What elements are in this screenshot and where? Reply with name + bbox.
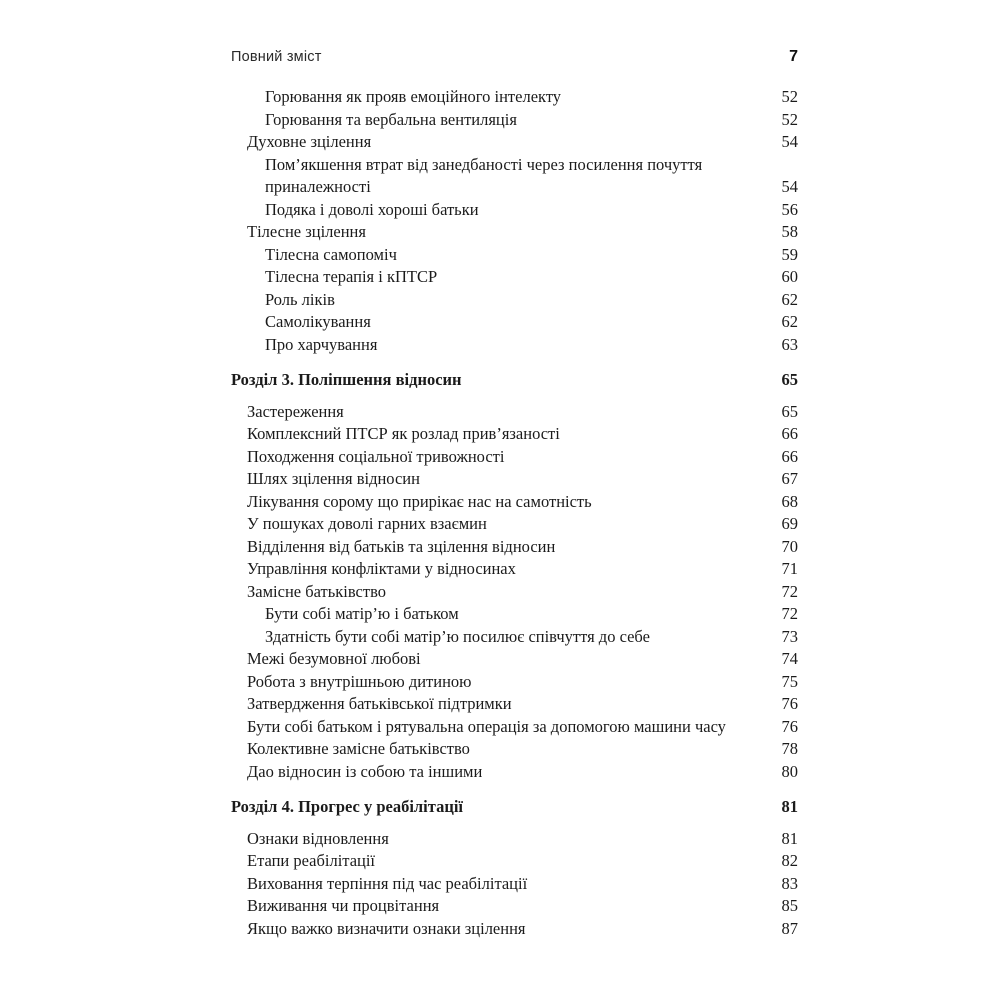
toc-entry-title: Бути собі матір’ю і батьком <box>265 604 459 623</box>
toc-entry-title: Колективне замісне батьківство <box>247 739 470 758</box>
toc-entry-row <box>231 446 798 469</box>
running-header-title: Повний зміст <box>231 49 322 65</box>
toc-entry-page-number: 70 <box>781 536 798 556</box>
toc-entry-row <box>231 671 798 694</box>
toc-entry-row <box>231 311 798 334</box>
toc-entry-page-number: 69 <box>781 514 798 533</box>
toc-entry-page-number: 76 <box>781 716 798 736</box>
toc-entry-row <box>231 918 798 941</box>
toc-entry-title: Шлях зцілення відносин <box>247 469 420 488</box>
toc-entry-page-number: 54 <box>781 177 798 196</box>
toc-entry-page-number: 87 <box>781 918 798 938</box>
toc-entry-page-number: 60 <box>781 267 798 286</box>
toc-entry-row <box>231 221 798 244</box>
toc-entry-row <box>231 536 798 559</box>
toc-entry-row <box>231 491 798 514</box>
toc-entry-row <box>231 154 798 199</box>
toc-entry-title: Виховання терпіння під час реабілітації <box>247 873 528 893</box>
toc-entry-title: Самолікування <box>265 312 371 331</box>
toc-entry-row <box>231 244 798 267</box>
toc-entry-title: Розділ 4. Прогрес у реабілітації <box>231 797 463 816</box>
toc-chapter-row <box>231 796 798 819</box>
toc-entry-title: Управління конфліктами у відносинах <box>247 559 516 578</box>
toc-entry-row <box>231 558 798 581</box>
toc-entry-title: Комплексний ПТСР як розлад прив’язаності <box>247 424 560 443</box>
toc-entry-row <box>231 828 798 851</box>
toc-entry-title: Тілесне зцілення <box>247 222 366 241</box>
toc-entry-row <box>231 289 798 312</box>
toc-entry-row <box>231 761 798 784</box>
toc-entry-title: Застереження <box>247 401 344 421</box>
toc-entry-page-number: 74 <box>781 649 798 668</box>
toc-entry-page-number: 52 <box>781 87 798 106</box>
toc-entry-title: Пом’якшення втрат від занедбаності через посилення почуття приналежності <box>265 154 703 196</box>
toc-entry-title: Горювання як прояв емоційного інтелекту <box>265 87 562 106</box>
toc-chapter-row <box>231 369 798 392</box>
toc-entry-title: Лікування сорому що прирікає нас на самотність <box>247 491 592 511</box>
toc-entry-page-number: 52 <box>781 109 798 129</box>
toc-entry-row <box>231 693 798 716</box>
toc-entry-page-number: 80 <box>781 761 798 781</box>
toc-entry-page-number: 65 <box>781 370 798 389</box>
toc-entry-page-number: 75 <box>781 671 798 691</box>
toc-entry-title: Подяка і доволі хороші батьки <box>265 199 479 219</box>
toc-entry-title: Робота з внутрішньою дитиною <box>247 671 472 691</box>
toc-entry-title: Горювання та вербальна вентиляція <box>265 109 517 129</box>
toc-entry-title: Тілесна терапія і кПТСР <box>265 267 438 286</box>
toc-entry-row <box>231 873 798 896</box>
toc-entry-page-number: 82 <box>781 851 798 870</box>
toc-entry-row <box>231 401 798 424</box>
toc-entry-page-number: 81 <box>781 828 798 848</box>
toc-entry-page-number: 72 <box>781 604 798 623</box>
toc-entry-row <box>231 131 798 154</box>
toc-entry-row <box>231 716 798 739</box>
toc-entry-page-number: 58 <box>781 222 798 241</box>
toc-entry-row <box>231 199 798 222</box>
toc-entry-title: Походження соціальної тривожності <box>247 446 505 466</box>
toc-entry-row <box>231 603 798 626</box>
toc-entry-page-number: 67 <box>781 469 798 488</box>
toc-entry-row <box>231 850 798 873</box>
toc-entry-page-number: 85 <box>781 896 798 915</box>
toc-entry-page-number: 81 <box>781 797 798 816</box>
toc-entry-title: Роль ліків <box>265 289 335 309</box>
toc-entry-title: Духовне зцілення <box>247 132 372 151</box>
toc-entry-title: Відділення від батьків та зцілення відносин <box>247 536 556 556</box>
toc-entry-page-number: 62 <box>781 312 798 331</box>
page-number: 7 <box>789 48 798 65</box>
toc-entry-title: Етапи реабілітації <box>247 851 376 870</box>
page-content <box>231 48 798 940</box>
toc-entry-row <box>231 334 798 357</box>
toc-entry-title: Замісне батьківство <box>247 581 387 601</box>
toc-entry-title: Здатність бути собі матір’ю посилює співчуття до себе <box>265 626 650 646</box>
toc-entry-row <box>231 626 798 649</box>
toc-entry-page-number: 76 <box>781 694 798 713</box>
toc-entry-title: Про харчування <box>265 334 378 354</box>
toc-entry-title: Бути собі батьком і рятувальна операція за допомогою машини часу <box>247 716 726 736</box>
toc-entry-page-number: 78 <box>781 739 798 758</box>
toc-entry-row <box>231 266 798 289</box>
toc-entry-title: Розділ 3. Поліпшення відносин <box>231 370 462 389</box>
toc-entry-page-number: 59 <box>781 244 798 264</box>
toc-entry-page-number: 62 <box>781 289 798 309</box>
toc-entry-row <box>231 648 798 671</box>
toc-entry-title: Тілесна самопоміч <box>265 244 397 264</box>
toc-entry-page-number: 73 <box>781 626 798 646</box>
toc-entry-row <box>231 738 798 761</box>
toc-entry-page-number: 66 <box>781 446 798 466</box>
toc-entry-row <box>231 468 798 491</box>
toc-entry-title: Затвердження батьківської підтримки <box>247 694 512 713</box>
toc-entry-page-number: 83 <box>781 873 798 893</box>
toc-entry-title: У пошуках доволі гарних взаємин <box>247 514 487 533</box>
toc-entry-page-number: 71 <box>781 559 798 578</box>
toc-entry-row <box>231 423 798 446</box>
toc-entry-title: Ознаки відновлення <box>247 828 389 848</box>
toc-entry-title: Дао відносин із собою та іншими <box>247 761 483 781</box>
toc-entry-title: Якщо важко визначити ознаки зцілення <box>247 918 526 938</box>
running-header <box>231 48 798 66</box>
toc-entry-row <box>231 86 798 109</box>
toc-entry-page-number: 56 <box>781 199 798 219</box>
toc-entry-title: Межі безумовної любові <box>247 649 421 668</box>
toc-entry-title: Виживання чи процвітання <box>247 896 440 915</box>
toc-entry-page-number: 72 <box>781 581 798 601</box>
toc-entry-row <box>231 513 798 536</box>
toc-entry-page-number: 63 <box>781 334 798 354</box>
toc-entry-row <box>231 109 798 132</box>
toc-entry-page-number: 66 <box>781 424 798 443</box>
toc-entry-page-number: 54 <box>781 132 798 151</box>
toc-entry-row <box>231 895 798 918</box>
toc-list <box>231 86 798 940</box>
toc-entry-page-number: 68 <box>781 491 798 511</box>
toc-entry-page-number: 65 <box>781 401 798 421</box>
toc-entry-row <box>231 581 798 604</box>
